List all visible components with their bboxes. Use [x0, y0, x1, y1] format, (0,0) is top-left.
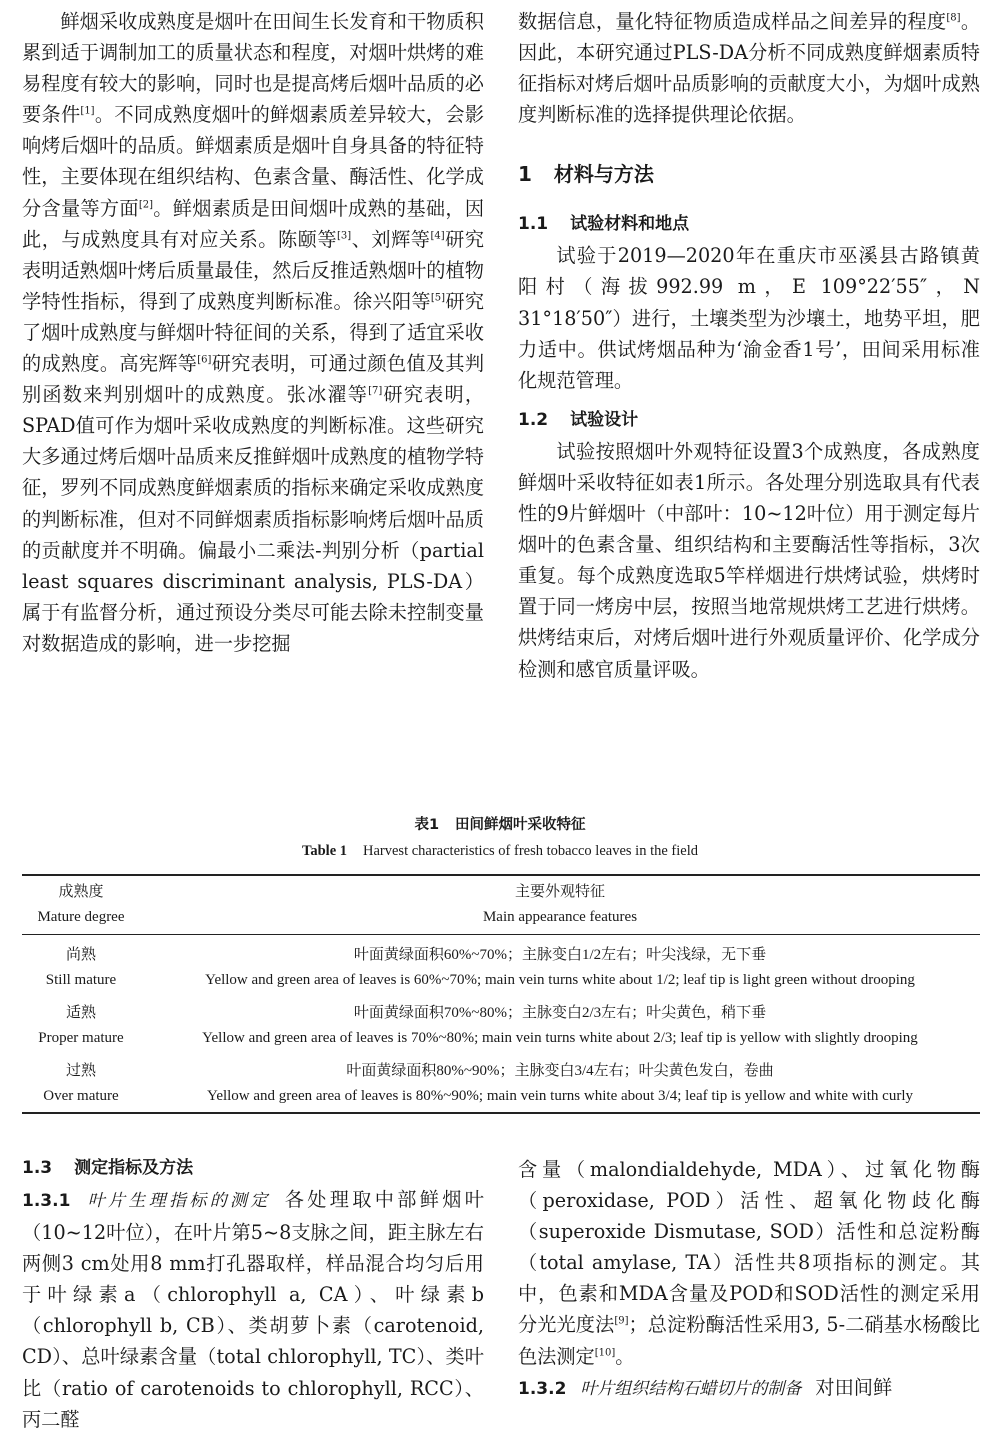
feature-cell: Yellow and green area of leaves is 60%~70%; main vein turns white about 1/2; leaf tip is light green without drooping: [205, 972, 915, 988]
section-1-1-text: 试验于2019—2020年在重庆市巫溪县古路镇黄阳村（海拔992.99 m，E 109°22′55″，N 31°18′50″）进行，土壤类型为沙壤土，地势平坦，肥力适中。供试烤烟品种为‘渝金香1号’，田间采用标准化规范管理。: [518, 244, 980, 392]
section-1-3-1-continuation: [518, 1154, 980, 1372]
citation[interactable]: [9]: [614, 1316, 629, 1328]
header-appearance-en: Main appearance features: [140, 905, 980, 935]
degree-cell: 适熟: [65, 1005, 96, 1021]
section-1-1-heading: [518, 210, 980, 238]
text-run: 鲜烟采收成熟度是烟叶在田间生长发育和干物质积累到适于调制加工的质量状态和程度，对烟叶烘烤的难易程度有较大的影响，同时也是提高烤后烟叶品质的必要条件: [22, 10, 484, 127]
text-run: 研究表明适熟烟叶烤后质量最佳，然后反推适熟烟叶的植物学特性指标，得到了成熟度判断标准。徐兴阳等: [22, 227, 485, 313]
citation[interactable]: [8]: [946, 12, 961, 24]
citation[interactable]: [3]: [337, 230, 352, 242]
table-row: [22, 935, 980, 969]
text-run: 各处理取中部鲜烟叶（10~12叶位），在叶片第5~8支脉之间，距主脉左右两侧3 cm处用8 mm打孔器取样，样品混合均匀后用于叶绿素a（chlorophyll a, CA）、叶绿素b（chlorophyll b, CB）、类胡萝卜素（carotenoid, CD）、总叶绿素含量（total chlorophyll, TC）、类叶比（ratio of carotenoids to chlorophyll, RCC）、丙二醛: [22, 1188, 484, 1431]
text-run: 含量（malondialdehyde, MDA）、过氧化物酶（peroxidase, POD）活性、超氧化物歧化酶（superoxide Dismutase, SOD）活性和总淀粉酶（total amylase, TA）活性共8项指标的测定。其中，色素和MDA含量及POD和SOD活性的测定采用分光光度法: [518, 1158, 980, 1337]
subsection-number: 1.3.1: [22, 1191, 71, 1211]
text-run: 研究表明，可通过颜色值及其判别函数来判别烟叶的成熟度。张冰濯等: [22, 352, 485, 407]
header-appearance-cn: 主要外观特征: [140, 875, 980, 905]
table-label: 表1: [414, 817, 440, 833]
section-number: 1: [518, 162, 532, 187]
degree-cell: Over mature: [22, 1084, 140, 1113]
citation[interactable]: [6]: [197, 354, 212, 366]
section-1-3-1-text: [22, 1184, 484, 1435]
section-number: 1.2: [518, 409, 549, 430]
feature-cell: Yellow and green area of leaves is 70%~80%; main vein turns white about 2/3; leaf tip is yellow with slightly drooping: [202, 1030, 918, 1046]
text-run: 。不同成熟度烟叶的鲜烟素质差异较大，会影响烤后烟叶的品质。鲜烟素质是烟叶自身具备的特征特性，主要体现在组织结构、色素含量、酶活性、化学成分含量等方面: [22, 103, 485, 220]
citation[interactable]: [1]: [80, 105, 95, 117]
text-run: 。: [615, 1344, 635, 1368]
feature-cell: 叶面黄绿面积70%~80%；主脉变白2/3左右；叶尖黄色，稍下垂: [353, 1005, 767, 1021]
section-title: 试验材料和地点: [570, 214, 690, 235]
header-mature-degree-en: Mature degree: [22, 905, 140, 935]
section-title: 试验设计: [570, 409, 639, 430]
table-title: 田间鲜烟叶采收特征: [455, 817, 586, 833]
section-number: 1.3: [22, 1158, 53, 1178]
text-run: 对田间鲜: [815, 1375, 893, 1399]
header-mature-degree-cn: 成熟度: [22, 875, 140, 905]
text-run: 。鲜烟素质是田间烟叶成熟的基础，因此，与成熟度具有对应关系。陈颐等: [22, 196, 485, 251]
degree-cell: 过熟: [65, 1063, 96, 1079]
citation[interactable]: [7]: [368, 385, 383, 397]
harvest-characteristics-table: [22, 874, 980, 1114]
table-caption-cn: [0, 813, 1000, 834]
section-1-3-2-text: [518, 1372, 980, 1405]
section-1-2-text: 试验按照烟叶外观特征设置3个成熟度，各成熟度鲜烟叶采收特征如表1所示。各处理分别选取具有代表性的9片鲜烟叶（中部叶：10~12叶位）用于测定每片烟叶的色素含量、组织结构和主要酶活性等指标，3次重复。每个成熟度选取5竿样烟进行烘烤试验，烘烤时置于同一烤房中层，按照当地常规烘烤工艺进行烘烤。烘烤结束后，对烤后烟叶进行外观质量评价、化学成分检测和感官质量评吸。: [518, 439, 980, 681]
degree-cell: Proper mature: [38, 1030, 124, 1046]
text-run: 研究了烟叶成熟度与鲜烟叶特征间的关系，得到了适宜采收的成熟度。高宪辉等: [22, 289, 485, 376]
section-title: 材料与方法: [553, 162, 654, 187]
section-title: 测定指标及方法: [74, 1158, 194, 1178]
table-row: [22, 1051, 980, 1084]
intro-continuation: [518, 6, 980, 130]
table-title: Harvest characteristics of fresh tobacco leaves in the field: [363, 843, 698, 859]
degree-cell: 尚熟: [65, 947, 96, 963]
bottom-right-column: [518, 1154, 980, 1405]
degree-cell: Still mature: [45, 972, 117, 988]
feature-cell: 叶面黄绿面积60%~70%；主脉变白1/2左右；叶尖浅绿，无下垂: [353, 947, 767, 963]
table-row: [22, 1026, 980, 1051]
text-run: 研究表明，SPAD值可作为烟叶采收成熟度的判断标准。这些研究大多通过烤后烟叶品质来反推鲜烟叶成熟度的植物学特征，罗列不同成熟度鲜烟素质的指标来确定采收成熟度的判断标准，但对不同鲜烟素质指标影响烤后烟叶品质的贡献度并不明确。偏最小二乘法-判别分析（partial least squares discriminant analysis, PLS-DA）属于有监督分析，通过预设分类尽可能去除未控制变量对数据造成的影响，进一步挖掘: [22, 383, 485, 655]
bottom-left-column: [22, 1154, 484, 1435]
text-run: 。因此，本研究通过PLS-DA分析不同成熟度鲜烟素质特征指标对烤后烟叶品质影响的贡献度大小，为烟叶成熟度判断标准的选择提供理论依据。: [518, 10, 981, 127]
table-row: [22, 993, 980, 1026]
subsection-title: 叶片组织结构石蜡切片的制备: [580, 1378, 802, 1399]
subsection-title: 叶片生理指标的测定: [84, 1191, 271, 1211]
section-1-2-heading: [518, 406, 980, 434]
citation[interactable]: [4]: [430, 230, 445, 242]
citation[interactable]: [10]: [594, 1347, 616, 1359]
citation[interactable]: [5]: [430, 292, 446, 304]
right-column: [518, 6, 980, 685]
table-label: Table 1: [302, 843, 348, 859]
intro-paragraph: [22, 6, 484, 659]
section-1-heading: [518, 160, 980, 188]
table-row: [22, 1084, 980, 1113]
subsection-number: 1.3.2: [518, 1378, 567, 1399]
text-run: 数据信息，量化特征物质造成样品之间差异的程度: [518, 10, 947, 33]
text-run: ；总淀粉酶活性采用3, 5-二硝基水杨酸比色法测定: [518, 1313, 980, 1368]
text-run: 、刘辉等: [351, 227, 431, 251]
feature-cell: Yellow and green area of leaves is 80%~90%; main vein turns white about 3/4; leaf tip is yellow and white with curly: [140, 1084, 980, 1113]
section-number: 1.1: [518, 214, 549, 235]
left-column: [22, 6, 484, 659]
citation[interactable]: [2]: [138, 199, 153, 211]
table-row: [22, 968, 980, 993]
feature-cell: 叶面黄绿面积80%~90%；主脉变白3/4左右；叶尖黄色发白，卷曲: [346, 1063, 774, 1079]
section-1-3-heading: [22, 1154, 484, 1182]
table-caption-en: [0, 843, 1000, 860]
